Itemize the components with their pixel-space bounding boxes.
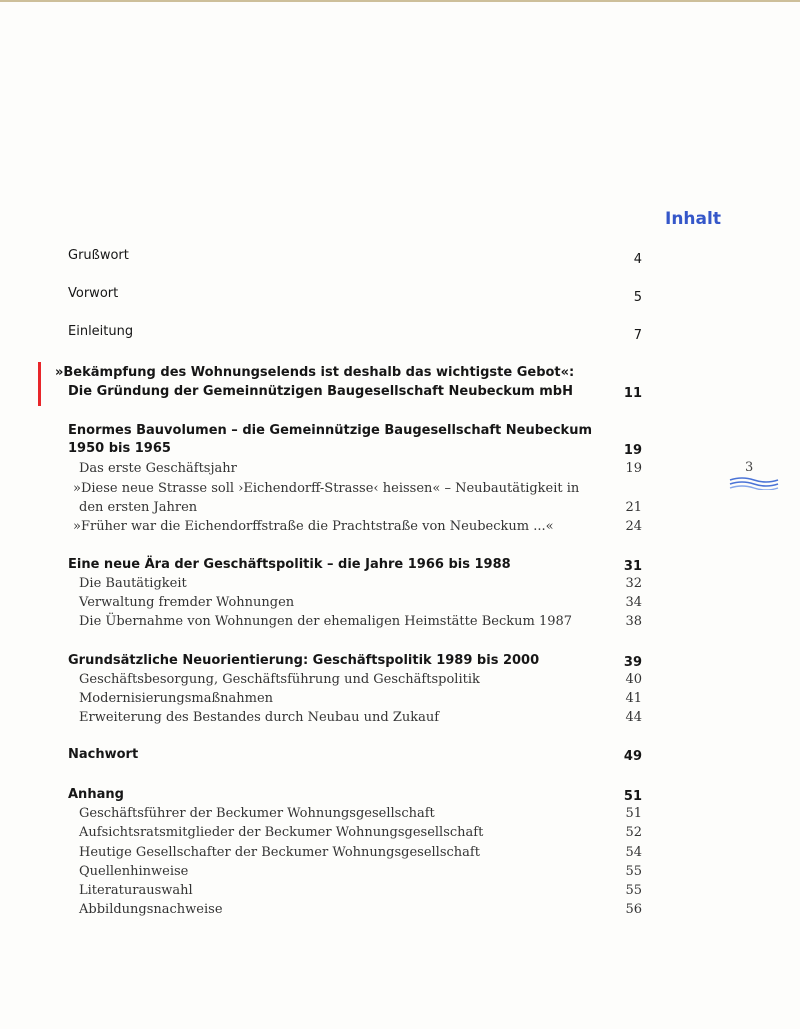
toc-subentry[interactable] [0, 595, 800, 615]
toc-entry-bauvolumen-cont[interactable] [0, 441, 800, 461]
toc-entry-title: Grußwort [68, 248, 129, 263]
toc-subentry-page: 55 [625, 864, 642, 879]
toc-entry-anhang[interactable] [0, 787, 800, 807]
toc-subentry-title: Geschäftsbesorgung, Geschäftsführung und Geschäftspolitik [79, 672, 480, 687]
toc-entry-page: 31 [623, 559, 642, 574]
toc-entry-vorwort[interactable] [0, 286, 800, 306]
toc-entry-page: 7 [633, 328, 642, 343]
toc-subentry[interactable] [0, 825, 800, 845]
toc-subentry-title: Verwaltung fremder Wohnungen [79, 595, 295, 610]
toc-subentry-page: 21 [625, 500, 642, 515]
toc-entry-bauvolumen[interactable] [0, 423, 800, 443]
toc-subentry-title: Literaturauswahl [79, 883, 193, 898]
toc-subentry[interactable] [0, 614, 800, 634]
toc-subentry-title: Heutige Gesellschafter der Beckumer Wohnungsgesellschaft [79, 845, 480, 860]
toc-entry-title-line: »Bekämpfung des Wohnungselends ist deshalb das wichtigste Gebot«: [55, 365, 575, 380]
toc-subentry[interactable] [0, 481, 800, 501]
toc-entry-title: Anhang [68, 787, 124, 802]
toc-entry-title-line: Die Gründung der Gemeinnützigen Baugesellschaft Neubeckum mbH [68, 384, 573, 399]
toc-subentry-title: Die Übernahme von Wohnungen der ehemaligen Heimstätte Beckum 1987 [79, 614, 573, 629]
toc-subentry-page: 51 [625, 806, 642, 821]
toc-entry-page: 19 [623, 443, 642, 458]
toc-subentry[interactable] [0, 691, 800, 711]
toc-subentry[interactable] [0, 461, 800, 481]
toc-subentry-title: »Früher war die Eichendorffstraße die Prachtstraße von Neubeckum ...« [73, 519, 554, 534]
toc-subentry-title-line: den ersten Jahren [79, 500, 198, 515]
toc-subentry[interactable] [0, 710, 800, 730]
page-heading: Inhalt [665, 209, 721, 229]
toc-subentry[interactable] [0, 519, 800, 539]
toc-subentry-page: 40 [625, 672, 642, 687]
toc-subentry-title: Das erste Geschäftsjahr [79, 461, 237, 476]
toc-subentry[interactable] [0, 864, 800, 884]
toc-subentry-page: 56 [625, 902, 642, 917]
toc-subentry-page: 55 [625, 883, 642, 898]
toc-subentry[interactable] [0, 902, 800, 922]
toc-entry-title: Grundsätzliche Neuorientierung: Geschäftspolitik 1989 bis 2000 [68, 653, 540, 668]
toc-entry-gruendung[interactable] [0, 365, 800, 385]
toc-entry-grusswort[interactable] [0, 248, 800, 268]
toc-entry-neue-aera[interactable] [0, 557, 800, 577]
toc-subentry-page: 52 [625, 825, 642, 840]
toc-entry-page: 49 [623, 749, 642, 764]
toc-subentry-title-line: »Diese neue Strasse soll ›Eichendorff-Strasse‹ heissen« – Neubautätigkeit in [73, 481, 580, 496]
toc-subentry-page: 41 [625, 691, 642, 706]
toc-subentry-title: Aufsichtsratsmitglieder der Beckumer Wohnungsgesellschaft [79, 825, 484, 840]
toc-entry-title: Einleitung [68, 324, 134, 339]
toc-entry-title-line: 1950 bis 1965 [68, 441, 171, 456]
toc-subentry-title: Geschäftsführer der Beckumer Wohnungsgesellschaft [79, 806, 435, 821]
toc-subentry-title: Abbildungsnachweise [79, 902, 223, 917]
toc-subentry-title: Modernisierungsmaßnahmen [79, 691, 274, 706]
toc-entry-einleitung[interactable] [0, 324, 800, 344]
toc-entry-page: 5 [633, 290, 642, 305]
toc-subentry-page: 32 [625, 576, 642, 591]
toc-entry-neuorientierung[interactable] [0, 653, 800, 673]
toc-entry-title: Eine neue Ära der Geschäftspolitik – die Jahre 1966 bis 1988 [68, 557, 511, 572]
toc-entry-page: 4 [633, 252, 642, 267]
toc-subentry-page: 24 [625, 519, 642, 534]
toc-subentry[interactable] [0, 672, 800, 692]
toc-subentry-title: Quellenhinweise [79, 864, 189, 879]
toc-subentry-title: Die Bautätigkeit [79, 576, 187, 591]
toc-subentry-page: 44 [625, 710, 642, 725]
page-number: 3 [745, 460, 754, 475]
toc-subentry[interactable] [0, 883, 800, 903]
toc-entry-nachwort[interactable] [0, 747, 800, 767]
toc-subentry-page: 34 [625, 595, 642, 610]
toc-entry-title-line: Enormes Bauvolumen – die Gemeinnützige Baugesellschaft Neubeckum [68, 423, 593, 438]
toc-subentry-cont[interactable] [0, 500, 800, 520]
toc-entry-title: Vorwort [68, 286, 119, 301]
toc-entry-gruendung-cont[interactable] [0, 384, 800, 404]
toc-subentry[interactable] [0, 576, 800, 596]
toc-subentry-page: 38 [625, 614, 642, 629]
toc-entry-page: 51 [623, 789, 642, 804]
toc-subentry[interactable] [0, 845, 800, 865]
toc-subentry-title: Erweiterung des Bestandes durch Neubau und Zukauf [79, 710, 440, 725]
toc-subentry[interactable] [0, 806, 800, 826]
toc-entry-title: Nachwort [68, 747, 139, 762]
toc-entry-page: 39 [623, 655, 642, 670]
toc-subentry-page: 54 [625, 845, 642, 860]
toc-entry-page: 11 [623, 386, 642, 401]
toc-subentry-page: 19 [625, 461, 642, 476]
